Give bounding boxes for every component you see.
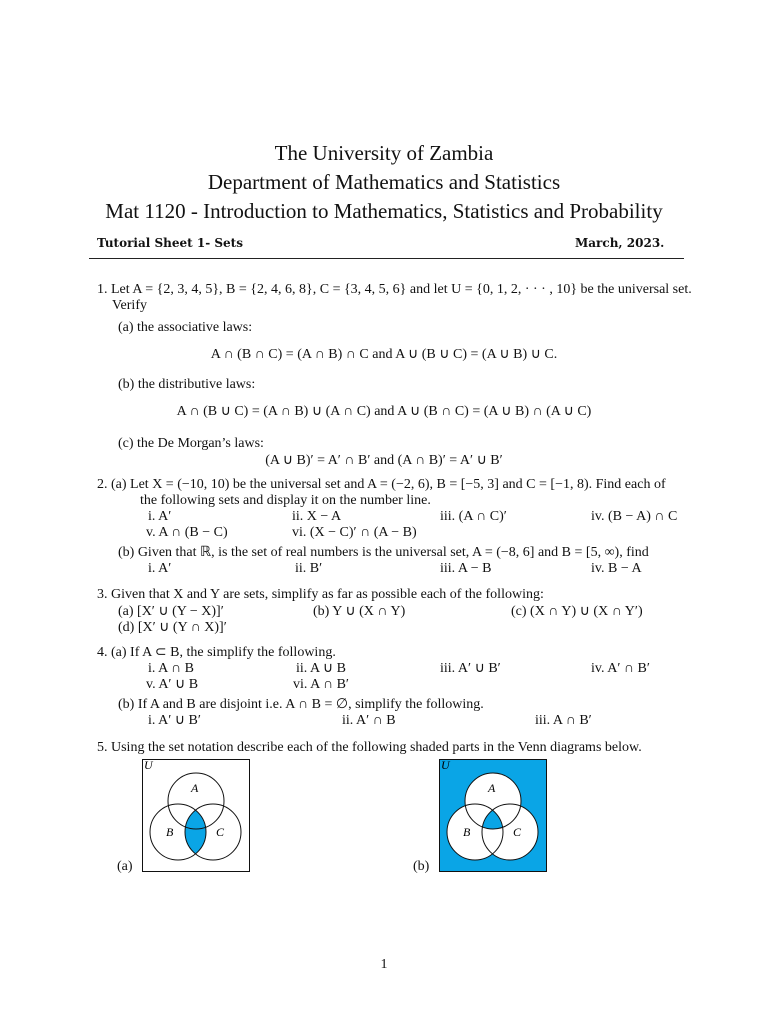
- page-number: 1: [380, 957, 388, 972]
- header-rule: [89, 258, 684, 259]
- q4-a-item: iii. A′ ∪ B′: [440, 661, 501, 676]
- q1-intro: 1. Let A = {2, 3, 4, 5}, B = {2, 4, 6, 8}, C = {3, 4, 5, 6} and let U = {0, 1, 2, · · · , 10} be the universal set.: [97, 282, 692, 297]
- q2-b-item: ii. B′: [295, 561, 323, 576]
- q4-b-item: i. A′ ∪ B′: [148, 713, 201, 728]
- q3-item: (a) [X′ ∪ (Y − X)]′: [118, 604, 224, 619]
- figure-b-label: (b): [413, 859, 430, 874]
- q4-a-item: ii. A ∪ B: [296, 661, 346, 676]
- university-title: The University of Zambia: [274, 141, 494, 165]
- label-a: A: [488, 781, 496, 795]
- department-title: Department of Mathematics and Statistics: [207, 170, 561, 194]
- q2-a-item: iv. (B − A) ∩ C: [591, 509, 678, 524]
- sheet-date: March, 2023.: [575, 236, 665, 250]
- label-b: B: [166, 825, 174, 839]
- q2-a-line2: the following sets and display it on the number line.: [140, 493, 431, 508]
- venn-diagram-b: [439, 759, 547, 872]
- q3-item: (d) [X′ ∪ (Y ∩ X)]′: [118, 620, 227, 635]
- label-b: B: [463, 825, 471, 839]
- figure-a-label: (a): [117, 859, 133, 874]
- q2-a-item: ii. X − A: [292, 509, 342, 524]
- label-u: U: [144, 759, 153, 772]
- course-title: Mat 1120 - Introduction to Mathematics, Statistics and Probability: [105, 199, 663, 223]
- q4-a-item: i. A ∩ B: [148, 661, 194, 676]
- label-c: C: [513, 825, 522, 839]
- q2-b-item: iii. A − B: [440, 561, 492, 576]
- venn-diagram-a: [142, 759, 250, 872]
- label-a: A: [191, 781, 199, 795]
- q1-c-equation: (A ∪ B)′ = A′ ∩ B′ and (A ∩ B)′ = A′ ∪ B′: [265, 453, 503, 468]
- label-c: C: [216, 825, 225, 839]
- q4-a-item: iv. A′ ∩ B′: [591, 661, 650, 676]
- sheet-title: Tutorial Sheet 1- Sets: [97, 236, 243, 250]
- q1-intro-verify: Verify: [112, 298, 147, 313]
- q1-c-label: (c) the De Morgan’s laws:: [118, 436, 264, 451]
- q2-a-item: iii. (A ∩ C)′: [440, 509, 507, 524]
- q1-a-equation: A ∩ (B ∩ C) = (A ∩ B) ∩ C and A ∪ (B ∪ C) = (A ∪ B) ∪ C.: [210, 347, 558, 362]
- q4-b-line: (b) If A and B are disjoint i.e. A ∩ B = ∅, simplify the following.: [118, 697, 484, 712]
- q1-a-label: (a) the associative laws:: [118, 320, 253, 335]
- q3-item: (b) Y ∪ (X ∩ Y): [313, 604, 406, 619]
- q3-intro: 3. Given that X and Y are sets, simplify as far as possible each of the following:: [97, 587, 544, 602]
- q1-b-label: (b) the distributive laws:: [118, 377, 256, 392]
- q5-intro: 5. Using the set notation describe each of the following shaded parts in the Venn diagrams below.: [97, 740, 642, 755]
- q2-a-line1: 2. (a) Let X = (−10, 10) be the universal set and A = (−2, 6), B = [−5, 3] and C = [−1, 8). Find each of: [97, 477, 666, 492]
- q3-item: (c) (X ∩ Y) ∪ (X ∩ Y′): [511, 604, 643, 619]
- q4-a-line: 4. (a) If A ⊂ B, the simplify the following.: [97, 645, 336, 660]
- q4-b-item: ii. A′ ∩ B: [342, 713, 396, 728]
- q2-b-item: i. A′: [148, 561, 172, 576]
- q4-a-item: vi. A ∩ B′: [293, 677, 349, 692]
- q4-b-item: iii. A ∩ B′: [535, 713, 592, 728]
- q2-a-item: v. A ∩ (B − C): [146, 525, 228, 540]
- label-u: U: [441, 759, 450, 772]
- q2-b-line: (b) Given that ℝ, is the set of real numbers is the universal set, A = (−8, 6] and B = [5, ∞), find: [118, 545, 649, 560]
- q4-a-item: v. A′ ∪ B: [146, 677, 199, 692]
- q2-b-item: iv. B − A: [591, 561, 642, 576]
- q2-a-item: i. A′: [148, 509, 172, 524]
- q1-b-equation: A ∩ (B ∪ C) = (A ∩ B) ∪ (A ∩ C) and A ∪ (B ∩ C) = (A ∪ B) ∩ (A ∪ C): [176, 404, 592, 419]
- q2-a-item: vi. (X − C)′ ∩ (A − B): [292, 525, 417, 540]
